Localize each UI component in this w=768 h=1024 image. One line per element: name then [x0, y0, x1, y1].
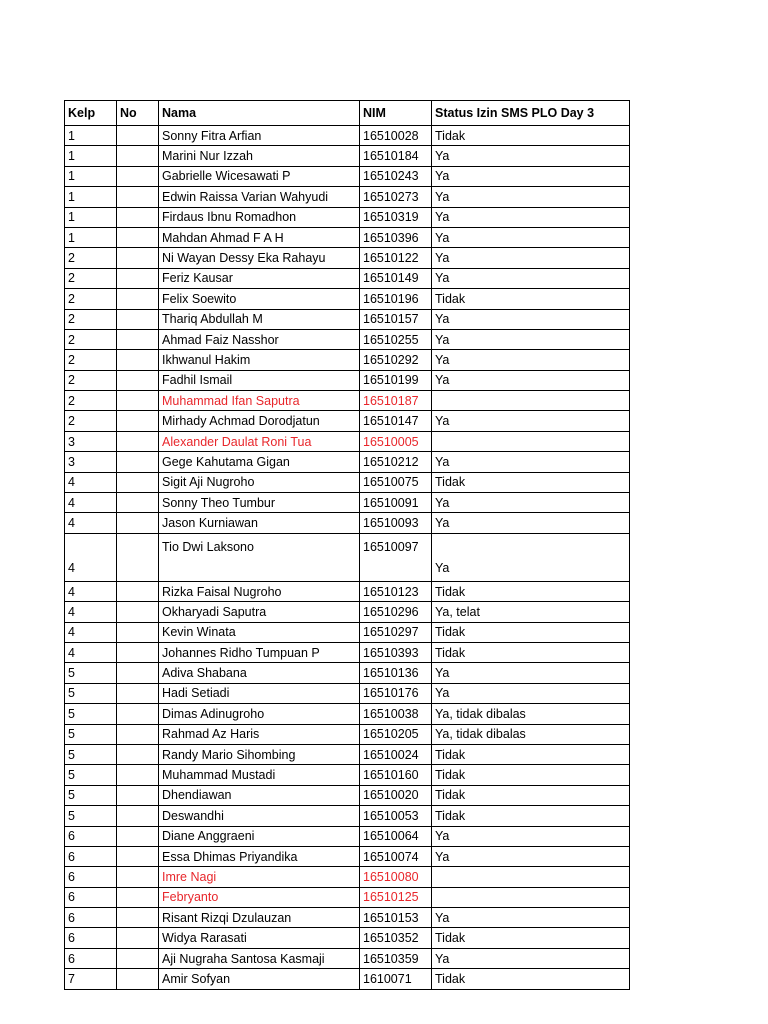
cell-kelp: 6 [65, 908, 117, 928]
cell-nama: Sonny Fitra Arfian [159, 126, 360, 146]
cell-nama: Marini Nur Izzah [159, 146, 360, 166]
cell-nim: 16510122 [360, 248, 432, 268]
table-row [65, 187, 630, 207]
header-no: No [117, 101, 159, 126]
cell-no [117, 887, 159, 907]
cell-kelp: 4 [65, 622, 117, 642]
table-body [65, 126, 630, 990]
table-row [65, 846, 630, 866]
cell-no [117, 493, 159, 513]
cell-nim: 16510352 [360, 928, 432, 948]
cell-nama: Edwin Raissa Varian Wahyudi [159, 187, 360, 207]
cell-kelp: 5 [65, 724, 117, 744]
cell-nama: Mahdan Ahmad F A H [159, 227, 360, 247]
cell-no [117, 370, 159, 390]
cell-kelp: 3 [65, 431, 117, 451]
table-row [65, 350, 630, 370]
cell-status [432, 391, 630, 411]
cell-kelp: 2 [65, 268, 117, 288]
table-row [65, 309, 630, 329]
table-row [65, 683, 630, 703]
cell-nama: Fadhil Ismail [159, 370, 360, 390]
cell-nim: 16510020 [360, 785, 432, 805]
cell-kelp: 2 [65, 248, 117, 268]
cell-status: Tidak [432, 126, 630, 146]
cell-no [117, 533, 159, 581]
cell-nim: 16510093 [360, 513, 432, 533]
cell-kelp: 2 [65, 309, 117, 329]
cell-kelp: 4 [65, 493, 117, 513]
cell-nama: Randy Mario Sihombing [159, 744, 360, 764]
cell-status: Ya [432, 370, 630, 390]
cell-nim: 16510157 [360, 309, 432, 329]
header-status: Status Izin SMS PLO Day 3 [432, 101, 630, 126]
cell-kelp: 6 [65, 846, 117, 866]
table-row [65, 948, 630, 968]
table-row [65, 806, 630, 826]
table-row [65, 370, 630, 390]
cell-status: Ya, telat [432, 602, 630, 622]
cell-nama: Felix Soewito [159, 289, 360, 309]
cell-status: Ya [432, 846, 630, 866]
header-kelp: Kelp [65, 101, 117, 126]
cell-nim: 1610071 [360, 969, 432, 989]
cell-nim: 16510199 [360, 370, 432, 390]
cell-no [117, 867, 159, 887]
table-row [65, 146, 630, 166]
cell-no [117, 704, 159, 724]
cell-status [432, 867, 630, 887]
cell-kelp: 3 [65, 452, 117, 472]
header-row [65, 101, 630, 126]
cell-no [117, 908, 159, 928]
cell-nama: Dimas Adinugroho [159, 704, 360, 724]
cell-kelp: 1 [65, 146, 117, 166]
cell-no [117, 765, 159, 785]
cell-nim: 16510184 [360, 146, 432, 166]
cell-no [117, 928, 159, 948]
cell-nama: Aji Nugraha Santosa Kasmaji [159, 948, 360, 968]
cell-no [117, 268, 159, 288]
cell-nama: Rahmad Az Haris [159, 724, 360, 744]
cell-no [117, 207, 159, 227]
cell-status: Ya [432, 187, 630, 207]
header-nama: Nama [159, 101, 360, 126]
table-row [65, 887, 630, 907]
cell-kelp: 5 [65, 744, 117, 764]
cell-status: Ya [432, 411, 630, 431]
cell-nama: Essa Dhimas Priyandika [159, 846, 360, 866]
cell-nim: 16510396 [360, 227, 432, 247]
cell-status: Ya [432, 948, 630, 968]
cell-nama: Diane Anggraeni [159, 826, 360, 846]
cell-nim: 16510024 [360, 744, 432, 764]
cell-nim: 16510075 [360, 472, 432, 492]
cell-kelp: 6 [65, 948, 117, 968]
cell-kelp: 1 [65, 126, 117, 146]
cell-status: Tidak [432, 765, 630, 785]
cell-kelp: 6 [65, 928, 117, 948]
cell-nama: Ahmad Faiz Nasshor [159, 329, 360, 349]
cell-no [117, 724, 159, 744]
cell-nama: Ikhwanul Hakim [159, 350, 360, 370]
cell-kelp: 4 [65, 472, 117, 492]
cell-kelp: 7 [65, 969, 117, 989]
cell-nama: Muhammad Ifan Saputra [159, 391, 360, 411]
cell-status: Ya [432, 248, 630, 268]
cell-nama: Rizka Faisal Nugroho [159, 581, 360, 601]
cell-kelp: 1 [65, 227, 117, 247]
table-row [65, 207, 630, 227]
cell-nim: 16510292 [360, 350, 432, 370]
cell-nim: 16510205 [360, 724, 432, 744]
cell-status: Ya [432, 493, 630, 513]
cell-status: Ya [432, 227, 630, 247]
cell-nim: 16510160 [360, 765, 432, 785]
cell-kelp: 1 [65, 207, 117, 227]
cell-status: Ya [432, 533, 630, 581]
cell-no [117, 744, 159, 764]
cell-status: Ya [432, 309, 630, 329]
cell-nim: 16510153 [360, 908, 432, 928]
cell-nim: 16510136 [360, 663, 432, 683]
cell-kelp: 6 [65, 887, 117, 907]
table-row [65, 431, 630, 451]
cell-nama: Dhendiawan [159, 785, 360, 805]
cell-status: Tidak [432, 928, 630, 948]
cell-status: Ya [432, 329, 630, 349]
table-row [65, 642, 630, 662]
cell-status [432, 887, 630, 907]
cell-no [117, 452, 159, 472]
cell-kelp: 5 [65, 806, 117, 826]
cell-no [117, 227, 159, 247]
cell-no [117, 806, 159, 826]
table-row [65, 513, 630, 533]
cell-kelp: 4 [65, 513, 117, 533]
cell-no [117, 146, 159, 166]
cell-nim: 16510243 [360, 166, 432, 186]
cell-no [117, 642, 159, 662]
cell-no [117, 785, 159, 805]
cell-status: Ya [432, 826, 630, 846]
cell-nim: 16510393 [360, 642, 432, 662]
cell-no [117, 166, 159, 186]
cell-nim: 16510319 [360, 207, 432, 227]
table-row [65, 248, 630, 268]
cell-kelp: 4 [65, 642, 117, 662]
cell-nama: Feriz Kausar [159, 268, 360, 288]
cell-nim: 16510149 [360, 268, 432, 288]
cell-status: Ya, tidak dibalas [432, 724, 630, 744]
cell-status: Ya [432, 207, 630, 227]
cell-nim: 16510196 [360, 289, 432, 309]
cell-status: Tidak [432, 289, 630, 309]
cell-no [117, 683, 159, 703]
cell-kelp: 2 [65, 289, 117, 309]
cell-nim: 16510297 [360, 622, 432, 642]
cell-status: Ya [432, 452, 630, 472]
cell-nama: Widya Rarasati [159, 928, 360, 948]
cell-status: Tidak [432, 744, 630, 764]
cell-status: Tidak [432, 785, 630, 805]
cell-no [117, 248, 159, 268]
cell-no [117, 663, 159, 683]
cell-nama: Jason Kurniawan [159, 513, 360, 533]
table-row [65, 452, 630, 472]
cell-nim: 16510296 [360, 602, 432, 622]
cell-no [117, 431, 159, 451]
cell-kelp: 6 [65, 826, 117, 846]
header-nim: NIM [360, 101, 432, 126]
cell-kelp: 4 [65, 533, 117, 581]
cell-nim: 16510053 [360, 806, 432, 826]
table-row [65, 391, 630, 411]
table-row [65, 533, 630, 581]
cell-nama: Amir Sofyan [159, 969, 360, 989]
cell-nama: Ni Wayan Dessy Eka Rahayu [159, 248, 360, 268]
cell-status: Ya, tidak dibalas [432, 704, 630, 724]
cell-no [117, 391, 159, 411]
cell-nama: Gege Kahutama Gigan [159, 452, 360, 472]
cell-no [117, 846, 159, 866]
cell-nama: Deswandhi [159, 806, 360, 826]
cell-no [117, 826, 159, 846]
cell-no [117, 187, 159, 207]
table-row [65, 126, 630, 146]
table-row [65, 268, 630, 288]
cell-kelp: 4 [65, 602, 117, 622]
cell-nim: 16510028 [360, 126, 432, 146]
cell-nim: 16510038 [360, 704, 432, 724]
cell-kelp: 2 [65, 350, 117, 370]
table-row [65, 602, 630, 622]
cell-status: Ya [432, 663, 630, 683]
cell-no [117, 622, 159, 642]
cell-status: Ya [432, 908, 630, 928]
cell-no [117, 309, 159, 329]
cell-nama: Risant Rizqi Dzulauzan [159, 908, 360, 928]
table-row [65, 493, 630, 513]
table-row [65, 289, 630, 309]
cell-status [432, 431, 630, 451]
cell-status: Tidak [432, 642, 630, 662]
cell-kelp: 5 [65, 704, 117, 724]
cell-kelp: 2 [65, 370, 117, 390]
table-row [65, 785, 630, 805]
cell-nim: 16510074 [360, 846, 432, 866]
cell-status: Ya [432, 350, 630, 370]
cell-nim: 16510091 [360, 493, 432, 513]
cell-kelp: 2 [65, 411, 117, 431]
table-row [65, 744, 630, 764]
cell-nama: Sigit Aji Nugroho [159, 472, 360, 492]
table-row [65, 928, 630, 948]
cell-nama: Kevin Winata [159, 622, 360, 642]
table-row [65, 166, 630, 186]
cell-no [117, 289, 159, 309]
cell-nama: Febryanto [159, 887, 360, 907]
cell-nama: Sonny Theo Tumbur [159, 493, 360, 513]
cell-nim: 16510097 [360, 533, 432, 581]
table-row [65, 704, 630, 724]
cell-nim: 16510255 [360, 329, 432, 349]
table-row [65, 826, 630, 846]
cell-nama: Mirhady Achmad Dorodjatun [159, 411, 360, 431]
table-row [65, 765, 630, 785]
cell-nim: 16510187 [360, 391, 432, 411]
cell-no [117, 948, 159, 968]
cell-status: Tidak [432, 622, 630, 642]
cell-nim: 16510147 [360, 411, 432, 431]
cell-nama: Okharyadi Saputra [159, 602, 360, 622]
table-row [65, 622, 630, 642]
cell-status: Ya [432, 683, 630, 703]
cell-kelp: 5 [65, 663, 117, 683]
cell-nama: Tio Dwi Laksono [159, 533, 360, 581]
cell-nama: Thariq Abdullah M [159, 309, 360, 329]
cell-nama: Hadi Setiadi [159, 683, 360, 703]
cell-no [117, 126, 159, 146]
cell-nim: 16510123 [360, 581, 432, 601]
cell-status: Tidak [432, 806, 630, 826]
cell-status: Ya [432, 513, 630, 533]
cell-kelp: 1 [65, 166, 117, 186]
cell-nim: 16510064 [360, 826, 432, 846]
cell-status: Ya [432, 146, 630, 166]
cell-no [117, 513, 159, 533]
cell-nama: Firdaus Ibnu Romadhon [159, 207, 360, 227]
table-row [65, 969, 630, 989]
cell-nim: 16510125 [360, 887, 432, 907]
cell-nama: Johannes Ridho Tumpuan P [159, 642, 360, 662]
cell-no [117, 350, 159, 370]
cell-nim: 16510212 [360, 452, 432, 472]
table-row [65, 867, 630, 887]
cell-no [117, 472, 159, 492]
cell-status: Tidak [432, 969, 630, 989]
cell-kelp: 5 [65, 785, 117, 805]
cell-nim: 16510005 [360, 431, 432, 451]
cell-status: Ya [432, 166, 630, 186]
table-row [65, 411, 630, 431]
table-row [65, 581, 630, 601]
cell-kelp: 1 [65, 187, 117, 207]
attendance-table [64, 100, 630, 990]
cell-nama: Muhammad Mustadi [159, 765, 360, 785]
cell-no [117, 329, 159, 349]
cell-kelp: 5 [65, 683, 117, 703]
cell-no [117, 411, 159, 431]
cell-nama: Imre Nagi [159, 867, 360, 887]
cell-no [117, 581, 159, 601]
cell-nim: 16510359 [360, 948, 432, 968]
cell-no [117, 969, 159, 989]
cell-nama: Gabrielle Wicesawati P [159, 166, 360, 186]
table-row [65, 724, 630, 744]
table-row [65, 227, 630, 247]
table-row [65, 908, 630, 928]
cell-kelp: 5 [65, 765, 117, 785]
cell-kelp: 4 [65, 581, 117, 601]
cell-kelp: 2 [65, 329, 117, 349]
cell-nim: 16510273 [360, 187, 432, 207]
cell-nama: Adiva Shabana [159, 663, 360, 683]
cell-nim: 16510080 [360, 867, 432, 887]
cell-nim: 16510176 [360, 683, 432, 703]
cell-status: Tidak [432, 581, 630, 601]
cell-status: Ya [432, 268, 630, 288]
table-row [65, 472, 630, 492]
cell-status: Tidak [432, 472, 630, 492]
cell-kelp: 2 [65, 391, 117, 411]
table-row [65, 663, 630, 683]
cell-kelp: 6 [65, 867, 117, 887]
cell-nama: Alexander Daulat Roni Tua [159, 431, 360, 451]
table-row [65, 329, 630, 349]
cell-no [117, 602, 159, 622]
